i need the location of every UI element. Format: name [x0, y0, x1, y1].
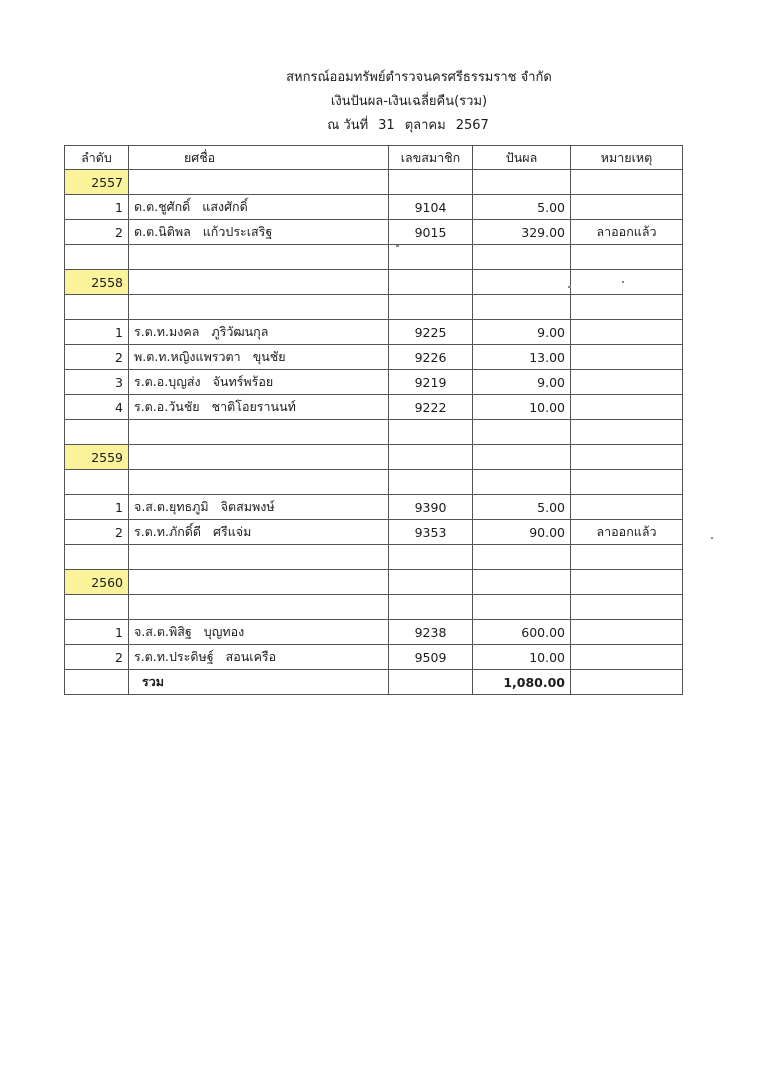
table-row [65, 320, 683, 345]
table-row [65, 395, 683, 420]
year-label: 2557 [65, 170, 129, 195]
dividend-cell [473, 245, 571, 270]
rank-name: ด.ต.นิติพล [134, 224, 191, 239]
member-number: 9390 [389, 495, 473, 520]
header-member-no: เลขสมาชิก [389, 146, 473, 170]
member-number: 9238 [389, 620, 473, 645]
member-name-cell [129, 620, 389, 645]
table-row [65, 220, 683, 245]
dividend-cell [473, 570, 571, 595]
order-cell [65, 245, 129, 270]
spacer-row [65, 470, 683, 495]
remark-cell [571, 470, 683, 495]
remark [571, 345, 683, 370]
dividend-amount: 10.00 [473, 645, 571, 670]
total-label-cell [129, 670, 389, 695]
member-cell [389, 170, 473, 195]
date-day: 31 [378, 118, 395, 133]
year-label: 2558 [65, 270, 129, 295]
member-name-cell [129, 195, 389, 220]
remark [571, 620, 683, 645]
member-cell [389, 270, 473, 295]
dividend-cell [473, 445, 571, 470]
cooperative-name: สหกรณ์ออมทรัพย์ตำรวจนครศรีธรรมราช จำกัด [286, 70, 552, 85]
scan-speck [622, 281, 624, 283]
total-row [65, 670, 683, 695]
table-row [65, 520, 683, 545]
member-cell [389, 470, 473, 495]
remark-cell [571, 595, 683, 620]
order-number: 2 [65, 345, 129, 370]
date-year: 2567 [455, 118, 489, 133]
order-number: 1 [65, 195, 129, 220]
member-number: 9222 [389, 395, 473, 420]
member-cell [389, 420, 473, 445]
surname: สอนเครือ [225, 649, 277, 664]
member-cell [389, 295, 473, 320]
name-cell [129, 420, 389, 445]
table-row [65, 495, 683, 520]
total-remark-cell [571, 670, 683, 695]
scan-speck [568, 286, 571, 288]
member-name-cell [129, 345, 389, 370]
surname: บุญทอง [203, 624, 245, 639]
member-number: 9015 [389, 220, 473, 245]
header-rank-name-label: ยศชื่อ [183, 149, 216, 165]
remark [571, 195, 683, 220]
dividend-cell [473, 470, 571, 495]
total-order-cell [65, 670, 129, 695]
remark-cell [571, 170, 683, 195]
dividend-table [64, 145, 683, 695]
rank-name: จ.ส.ต.ยุทธภูมิ [134, 499, 209, 514]
blank-row [65, 420, 683, 445]
order-cell [65, 595, 129, 620]
surname: ชาติโอยรานนท์ [211, 399, 296, 414]
remark-cell [571, 445, 683, 470]
spacer-row [65, 595, 683, 620]
dividend-amount: 9.00 [473, 320, 571, 345]
dividend-amount: 5.00 [473, 495, 571, 520]
member-number: 9509 [389, 645, 473, 670]
dividend-cell [473, 595, 571, 620]
name-cell [129, 270, 389, 295]
member-number: 9225 [389, 320, 473, 345]
rank-name: ด.ต.ชูศักดิ์ [134, 199, 191, 214]
member-name-cell [129, 495, 389, 520]
dividend-amount: 5.00 [473, 195, 571, 220]
table-row [65, 370, 683, 395]
rank-name: ร.ต.อ.วันชัย [134, 399, 200, 414]
member-number: 9353 [389, 520, 473, 545]
total-amount: 1,080.00 [473, 670, 571, 695]
name-cell [129, 445, 389, 470]
year-row [65, 570, 683, 595]
document-header [0, 66, 768, 138]
order-cell [65, 295, 129, 320]
rank-name: ร.ต.ท.ภักดิ์ดี [134, 524, 202, 539]
dividend-cell [473, 545, 571, 570]
table-row [65, 345, 683, 370]
blank-row [65, 245, 683, 270]
table-row [65, 620, 683, 645]
name-cell [129, 245, 389, 270]
remark: ลาออกแล้ว [571, 520, 683, 545]
year-row [65, 170, 683, 195]
surname: ภูริวัฒนกุล [211, 324, 269, 339]
member-cell [389, 445, 473, 470]
remark: ลาออกแล้ว [571, 220, 683, 245]
member-name-cell [129, 395, 389, 420]
member-name-cell [129, 520, 389, 545]
order-number: 1 [65, 620, 129, 645]
remark-cell [571, 570, 683, 595]
dividend-cell [473, 170, 571, 195]
dividend-cell [473, 270, 571, 295]
member-cell [389, 545, 473, 570]
dividend-amount: 9.00 [473, 370, 571, 395]
name-cell [129, 170, 389, 195]
dividend-amount: 10.00 [473, 395, 571, 420]
remark [571, 320, 683, 345]
member-cell [389, 245, 473, 270]
member-number: 9226 [389, 345, 473, 370]
dividend-cell [473, 420, 571, 445]
order-number: 2 [65, 520, 129, 545]
remark-cell [571, 545, 683, 570]
dividend-cell [473, 295, 571, 320]
remark [571, 370, 683, 395]
order-cell [65, 545, 129, 570]
rank-name: ร.ต.ท.มงคล [134, 324, 200, 339]
order-number: 1 [65, 320, 129, 345]
member-name-cell [129, 320, 389, 345]
name-cell [129, 470, 389, 495]
surname: แก้วประเสริฐ [202, 224, 273, 239]
surname: ศรีแจ่ม [213, 524, 252, 539]
order-number: 2 [65, 220, 129, 245]
remark-cell [571, 245, 683, 270]
order-number: 3 [65, 370, 129, 395]
scan-speck [711, 537, 713, 539]
rank-name: ร.ต.ท.ประดิษฐ์ [134, 649, 214, 664]
remark [571, 645, 683, 670]
member-name-cell [129, 645, 389, 670]
spacer-row [65, 295, 683, 320]
remark-cell [571, 270, 683, 295]
report-date [0, 114, 768, 138]
total-member-cell [389, 670, 473, 695]
order-number: 1 [65, 495, 129, 520]
remark [571, 395, 683, 420]
member-number: 9104 [389, 195, 473, 220]
header-rank-name [129, 146, 389, 170]
member-name-cell [129, 370, 389, 395]
remark-cell [571, 295, 683, 320]
table-row [65, 645, 683, 670]
year-label: 2559 [65, 445, 129, 470]
surname: จิตสมพงษ์ [220, 499, 275, 514]
dividend-amount: 329.00 [473, 220, 571, 245]
surname: แสงศักดิ์ [202, 199, 248, 214]
year-row [65, 445, 683, 470]
date-month: ตุลาคม [404, 118, 446, 133]
table-header-row [65, 146, 683, 170]
total-label: รวม [142, 674, 164, 689]
order-number: 2 [65, 645, 129, 670]
member-cell [389, 595, 473, 620]
order-cell [65, 470, 129, 495]
order-number: 4 [65, 395, 129, 420]
header-remark: หมายเหตุ [571, 146, 683, 170]
surname: จันทร์พร้อย [212, 374, 274, 389]
dividend-amount: 13.00 [473, 345, 571, 370]
dividend-amount: 90.00 [473, 520, 571, 545]
remark [571, 495, 683, 520]
name-cell [129, 545, 389, 570]
surname: ขุนชัย [252, 349, 286, 364]
table-row [65, 195, 683, 220]
name-cell [129, 595, 389, 620]
remark-cell [571, 420, 683, 445]
date-prefix: ณ วันที่ [327, 118, 369, 133]
rank-name: จ.ส.ต.พิสิฐ [134, 624, 192, 639]
year-row [65, 270, 683, 295]
rank-name: ร.ต.อ.บุญส่ง [134, 374, 201, 389]
rank-name: พ.ต.ท.หญิงแพรวตา [134, 349, 241, 364]
year-label: 2560 [65, 570, 129, 595]
scan-speck [396, 245, 399, 247]
member-number: 9219 [389, 370, 473, 395]
member-cell [389, 570, 473, 595]
header-order: ลำดับ [65, 146, 129, 170]
name-cell [129, 570, 389, 595]
report-title: เงินปันผล-เงินเฉลี่ยคืน(รวม) [330, 94, 488, 109]
member-name-cell [129, 220, 389, 245]
blank-row [65, 545, 683, 570]
name-cell [129, 295, 389, 320]
table-body [65, 170, 683, 695]
dividend-amount: 600.00 [473, 620, 571, 645]
header-dividend: ปันผล [473, 146, 571, 170]
order-cell [65, 420, 129, 445]
